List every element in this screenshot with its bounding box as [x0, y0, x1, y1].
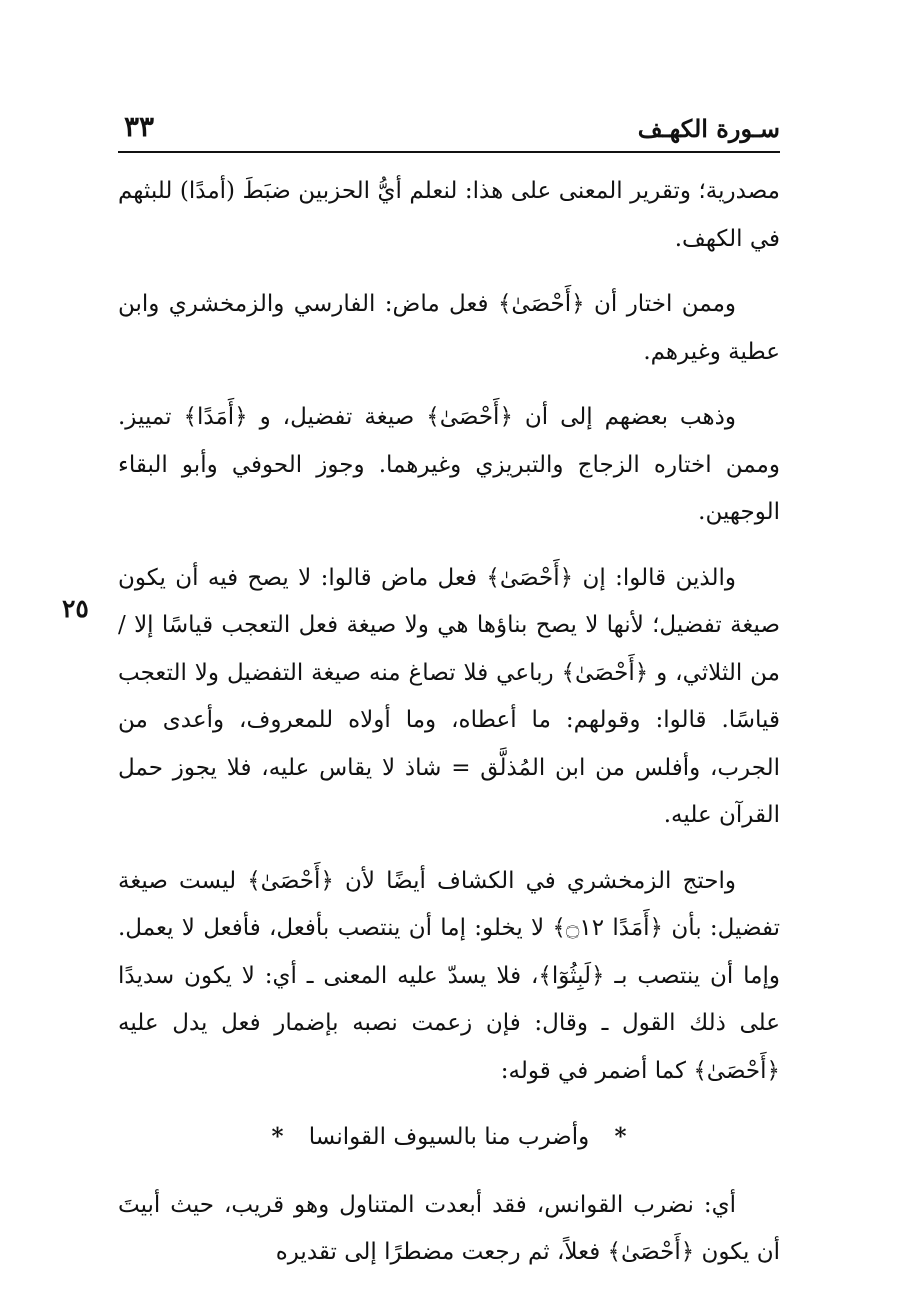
verse-text: وأضرب منا بالسيوف القوانسا	[308, 1124, 590, 1150]
page-header	[118, 110, 780, 150]
poetry-verse	[118, 1113, 780, 1162]
paragraph-5: واحتج الزمخشري في الكشاف أيضًا لأن ﴿أَحْصَىٰ﴾ ليست صيغة تفضيل: بأن ﴿أَمَدًا ۝١٢﴾ لا يخلو: إما أن ينتصب بأفعل، فأفعل لا يعمل. وإما أن ينتصب بـ ﴿لَبِثُوٓا﴾، فلا يسدّ عليه المعنى ـ أي: لا يكون سديدًا على ذلك القول ـ وقال: فإن زعمت نصبه بإضمار فعل يدل عليه ﴿أَحْصَىٰ﴾ كما أضمر في قوله:	[118, 867, 780, 1084]
header-divider	[118, 151, 780, 153]
paragraph-6: أي: نضرب القوانس، فقد أبعدت المتناول وهو قريب، حيث أبيتَ أن يكون ﴿أَحْصَىٰ﴾ فعلاً، ثم رجعت مضطرًا إلى تقديره	[118, 1191, 780, 1265]
paragraph-1: مصدرية؛ وتقرير المعنى على هذا: لنعلم أيُّ الحزبين ضبَطَ (أمدًا) للبثهم في الكهف.	[118, 178, 780, 252]
margin-folio-number: ٢٥	[62, 594, 89, 623]
page-body	[118, 168, 780, 1295]
paragraph-3: وذهب بعضهم إلى أن ﴿أَحْصَىٰ﴾ صيغة تفضيل، و ﴿أَمَدًا﴾ تمييز. وممن اختاره الزجاج والتبريزي وغيرهما. وجوز الحوفي وأبو البقاء الوجهين.	[118, 404, 780, 525]
verse-star-right: *	[614, 1123, 627, 1150]
surah-title: سـورة الكهـف	[637, 114, 780, 143]
paragraph-4: والذين قالوا: إن ﴿أَحْصَىٰ﴾ فعل ماض قالوا: لا يصح فيه أن يكون صيغة تفضيل؛ لأنها لا يصح بناؤها هي ولا صيغة فعل التعجب قياسًا إلا / من الثلاثي، و ﴿أَحْصَىٰ﴾ رباعي فلا تصاغ منه صيغة التفضيل ولا التعجب قياسًا. قالوا: وقولهم: ما أعطاه، وما أولاه للمعروف، وأعدى من الجرب، وأفلس من ابن المُذلَّق = شاذ لا يقاس عليه، فلا يجوز حمل القرآن عليه.	[118, 564, 780, 828]
page-number: ٣٣	[124, 110, 155, 143]
paragraph-2: وممن اختار أن ﴿أَحْصَىٰ﴾ فعل ماض: الفارسي والزمخشري وابن عطية وغيرهم.	[118, 291, 780, 365]
verse-star-left: *	[271, 1123, 284, 1150]
